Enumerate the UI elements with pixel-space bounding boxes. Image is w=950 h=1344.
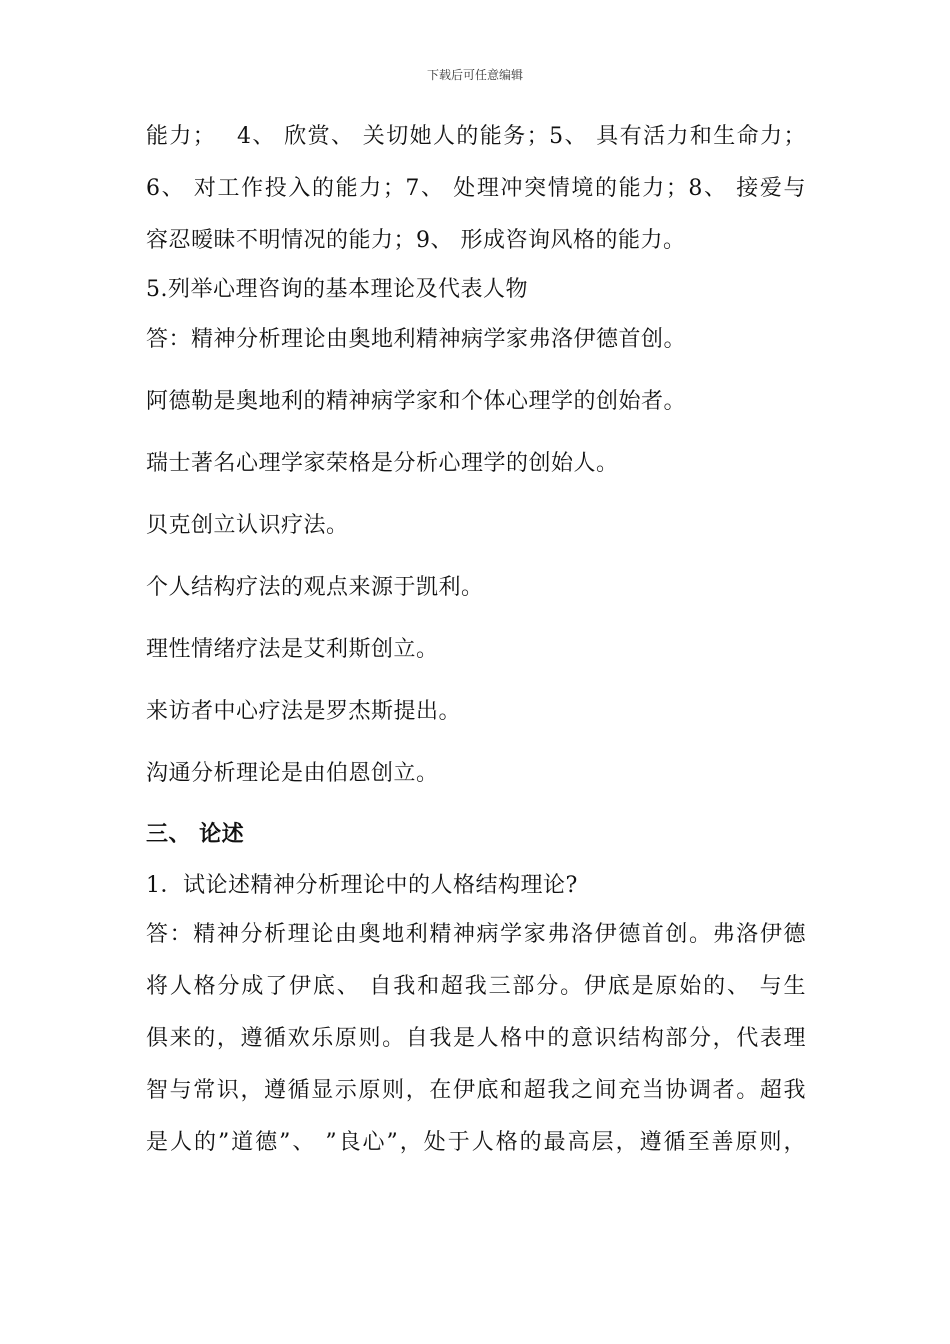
answer-line: 瑞士著名心理学家荣格是分析心理学的创始人。	[146, 451, 619, 476]
page-header: 下载后可任意编辑	[426, 68, 523, 82]
body-line: 容忍暧昧不明情况的能力；9、 形成咨询风格的能力。	[146, 228, 686, 253]
answer-line: 个人结构疗法的观点来源于凯利。	[146, 575, 484, 600]
body-line: 6、 对工作投入的能力；7、 处理冲突情境的能力；8、 接爱与	[146, 176, 806, 201]
answer-line: 智与常识，遵循显示原则，在伊底和超我之间充当协调者。超我	[146, 1078, 806, 1103]
answer-line: 答：精神分析理论由奥地利精神病学家弗洛伊德首创。	[146, 327, 687, 352]
answer-line: 答：精神分析理论由奥地利精神病学家弗洛伊德首创。弗洛伊德	[146, 922, 806, 947]
body-line: 能力； 4、 欣赏、 关切她人的能务；5、 具有活力和生命力；	[146, 124, 807, 149]
answer-line: 是人的”道德”、 ”良心”，处于人格的最高层，遵循至善原则，	[146, 1130, 806, 1155]
answer-line: 阿德勒是奥地利的精神病学家和个体心理学的创始者。	[146, 389, 687, 414]
answer-line: 理性情绪疗法是艾利斯创立。	[146, 637, 439, 662]
answer-line: 来访者中心疗法是罗杰斯提出。	[146, 699, 462, 724]
question-title: 1．试论述精神分析理论中的人格结构理论?	[146, 873, 578, 898]
answer-line: 贝克创立认识疗法。	[146, 513, 349, 538]
section-heading: 三、 论述	[146, 822, 245, 847]
answer-line: 沟通分析理论是由伯恩创立。	[146, 761, 439, 786]
answer-line: 将人格分成了伊底、 自我和超我三部分。伊底是原始的、 与生	[146, 974, 806, 999]
answer-line: 俱来的，遵循欢乐原则。自我是人格中的意识结构部分，代表理	[146, 1026, 806, 1051]
question-title: 5.列举心理咨询的基本理论及代表人物	[146, 277, 528, 302]
